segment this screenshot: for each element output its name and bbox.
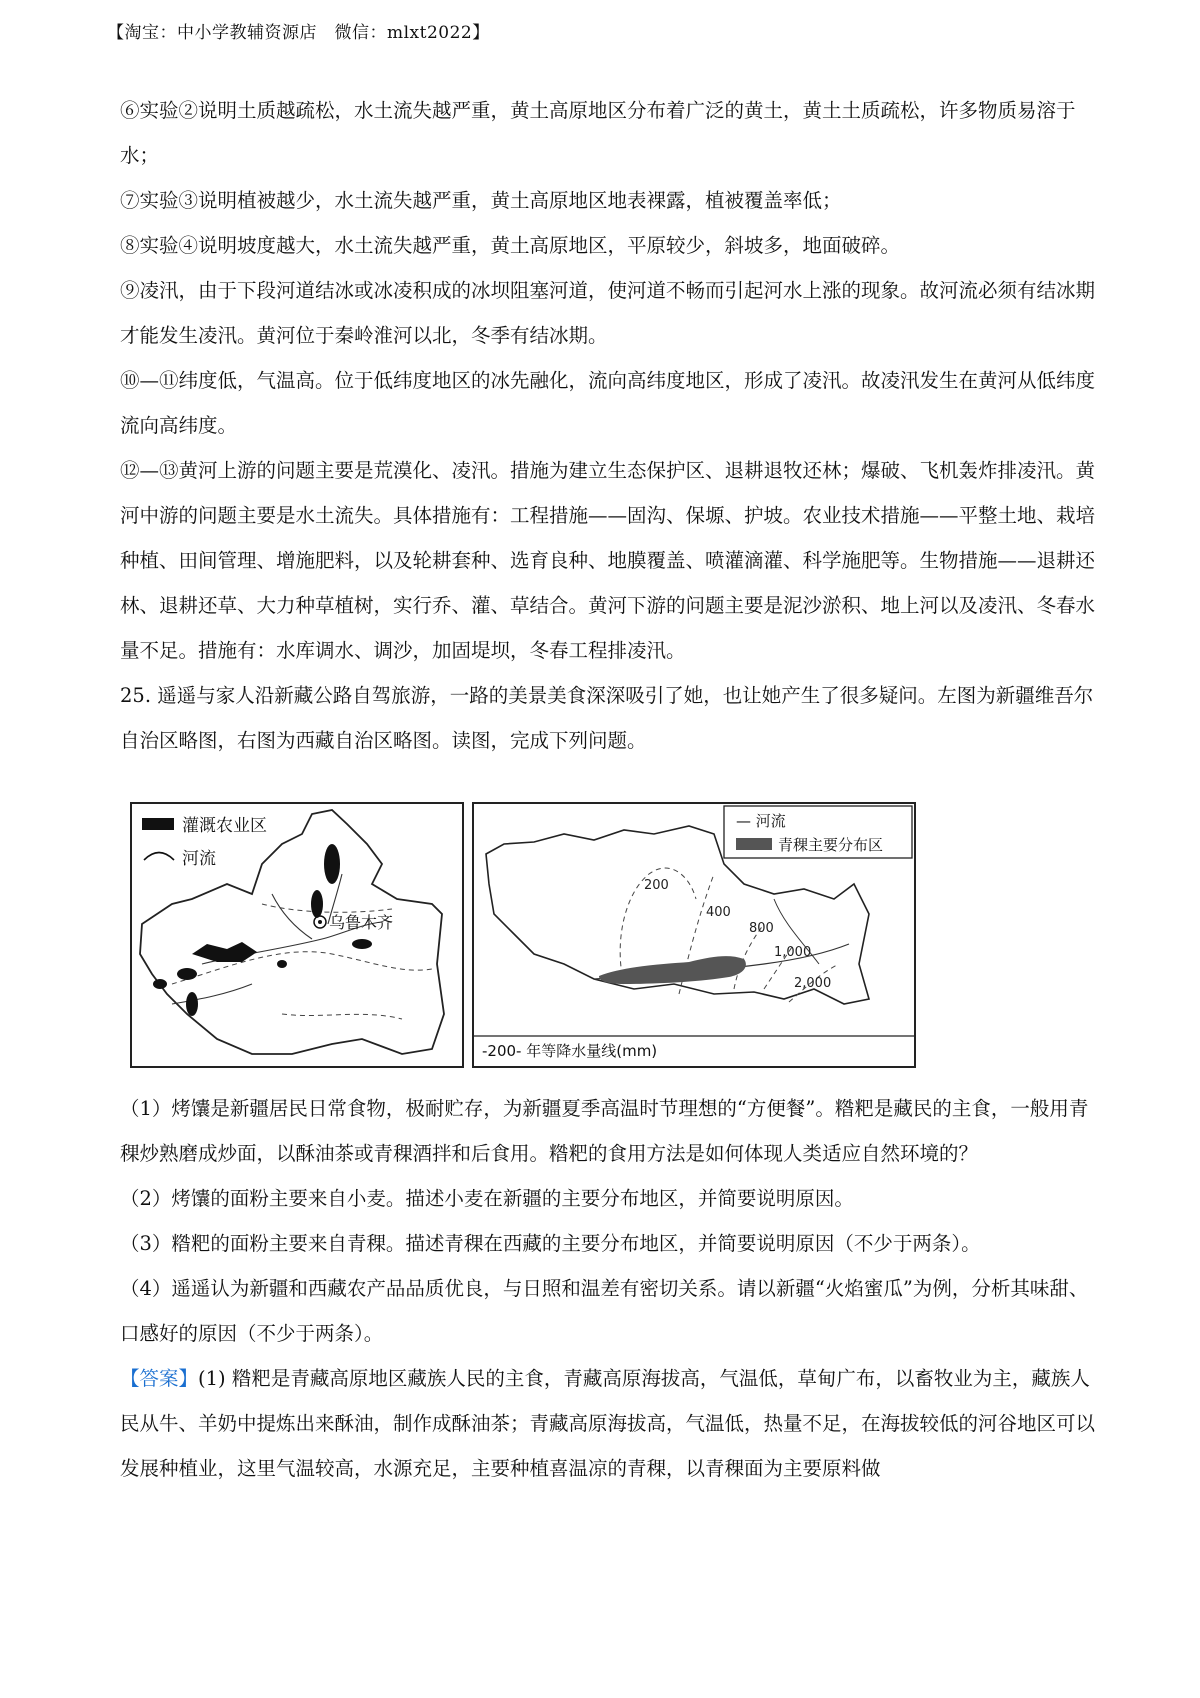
irrigation-patch: [153, 979, 167, 989]
legend-irrigation-label: 灌溉农业区: [182, 816, 267, 836]
irrigation-patch: [177, 968, 197, 980]
sub-question-4: （4）遥遥认为新疆和西藏农产品品质优良，与日照和温差有密切关系。请以新疆“火焰蜜瓜”为例，分析其味甜、口感好的原因（不少于两条）。: [120, 1277, 1089, 1345]
explanation-12-13: ⑫—⑬黄河上游的问题主要是荒漠化、凌汛。措施为建立生态保护区、退耕退牧还林；爆破、飞机轰炸排凌汛。黄河中游的问题主要是水土流失。具体措施有：工程措施——固沟、保塬、护坡。农业技术措施——平整土地、栽培种植、田间管理、增施肥料，以及轮耕套种、选育良种、地膜覆盖、喷灌滴灌、科学施肥等。生物措施——退耕还林、退耕还草、大力种草植树，实行乔、灌、草结合。黄河下游的问题主要是泥沙淤积、地上河以及凌汛、冬春水量不足。措施有：水库调水、调沙，加固堤坝，冬春工程排凌汛。: [120, 459, 1096, 662]
isoline-label: 400: [706, 905, 731, 920]
isoline-caption: -200- 年等降水量线(mm): [482, 1042, 658, 1060]
tibet-map: [472, 802, 916, 1068]
maps-figure: [130, 802, 920, 1064]
xinjiang-outline: [140, 810, 444, 1054]
irrigation-patch: [192, 942, 257, 962]
irrigation-patch: [186, 992, 198, 1016]
irrigation-patch: [311, 890, 323, 918]
answer-tag: 【答案】: [120, 1367, 199, 1390]
urumqi-label: 乌鲁木齐: [329, 913, 394, 932]
sub-question-2: （2）烤馕的面粉主要来自小麦。描述小麦在新疆的主要分布地区，并简要说明原因。: [120, 1187, 854, 1210]
explanation-10-11: ⑩—⑪纬度低，气温高。位于低纬度地区的冰先融化，流向高纬度地区，形成了凌汛。故凌汛发生在黄河从低纬度流向高纬度。: [120, 369, 1096, 437]
explanation-8: ⑧实验④说明坡度越大，水土流失越严重，黄土高原地区，平原较少，斜坡多，地面破碎。: [120, 234, 901, 257]
legend-river-label: 河流: [182, 849, 216, 869]
answer-paragraph: [120, 1356, 1100, 1491]
explanation-9: ⑨凌汛，由于下段河道结冰或冰凌积成的冰坝阻塞河道，使河道不畅而引起河水上涨的现象。故河流必须有结冰期才能发生凌汛。黄河位于秦岭淮河以北，冬季有结冰期。: [120, 279, 1096, 347]
irrigation-patch: [324, 844, 340, 884]
irrigation-patch: [352, 939, 372, 949]
explanation-7: ⑦实验③说明植被越少，水土流失越严重，黄土高原地区地表裸露，植被覆盖率低；: [120, 189, 842, 212]
tibet-map-svg: [474, 804, 914, 1066]
isoline-label: 1,000: [774, 945, 812, 960]
page-header: 【淘宝：中小学教辅资源店 微信：mlxt2022】: [107, 23, 490, 43]
legend-river-label: — 河流: [736, 812, 786, 830]
barley-distribution-area: [599, 956, 746, 984]
sub-question-3: （3）糌粑的面粉主要来自青稞。描述青稞在西藏的主要分布地区，并简要说明原因（不少于两条）。: [120, 1232, 981, 1255]
isoline-label: 2,000: [794, 976, 832, 991]
legend-river-swatch: [144, 853, 174, 861]
xinjiang-map-svg: [132, 804, 462, 1066]
xinjiang-map: [130, 802, 464, 1068]
sub-question-1: （1）烤馕是新疆居民日常食物，极耐贮存，为新疆夏季高温时节理想的“方便餐”。糌粑是藏民的主食，一般用青稞炒熟磨成炒面，以酥油茶或青稞酒拌和后食用。糌粑的食用方法是如何体现人类适应自然环境的？: [120, 1097, 1089, 1165]
legend-barley-swatch: [736, 838, 772, 850]
document-body: [120, 88, 1100, 763]
irrigation-patch: [277, 960, 287, 968]
isoline-label: 800: [749, 921, 774, 936]
isoline-label: 200: [644, 878, 669, 893]
explanation-6: ⑥实验②说明土质越疏松，水土流失越严重，黄土高原地区分布着广泛的黄土，黄土土质疏松，许多物质易溶于水；: [120, 99, 1076, 167]
question-25-body: [120, 1086, 1100, 1491]
answer-text: (1) 糌粑是青藏高原地区藏族人民的主食，青藏高原海拔高，气温低，草甸广布，以畜牧业为主，藏族人民从牛、羊奶中提炼出来酥油，制作成酥油茶；青藏高原海拔高，气温低，热量不足，在海拔较低的河谷地区可以发展种植业，这里气温较高，水源充足，主要种植喜温凉的青稞，以青稞面为主要原料做: [120, 1367, 1096, 1480]
legend-barley-label: 青稞主要分布区: [778, 836, 884, 854]
question-25-stem: 25. 遥遥与家人沿新藏公路自驾旅游，一路的美景美食深深吸引了她，也让她产生了很多疑问。左图为新疆维吾尔自治区略图，右图为西藏自治区略图。读图，完成下列问题。: [120, 684, 1094, 752]
legend-irrigation-swatch: [142, 818, 174, 830]
